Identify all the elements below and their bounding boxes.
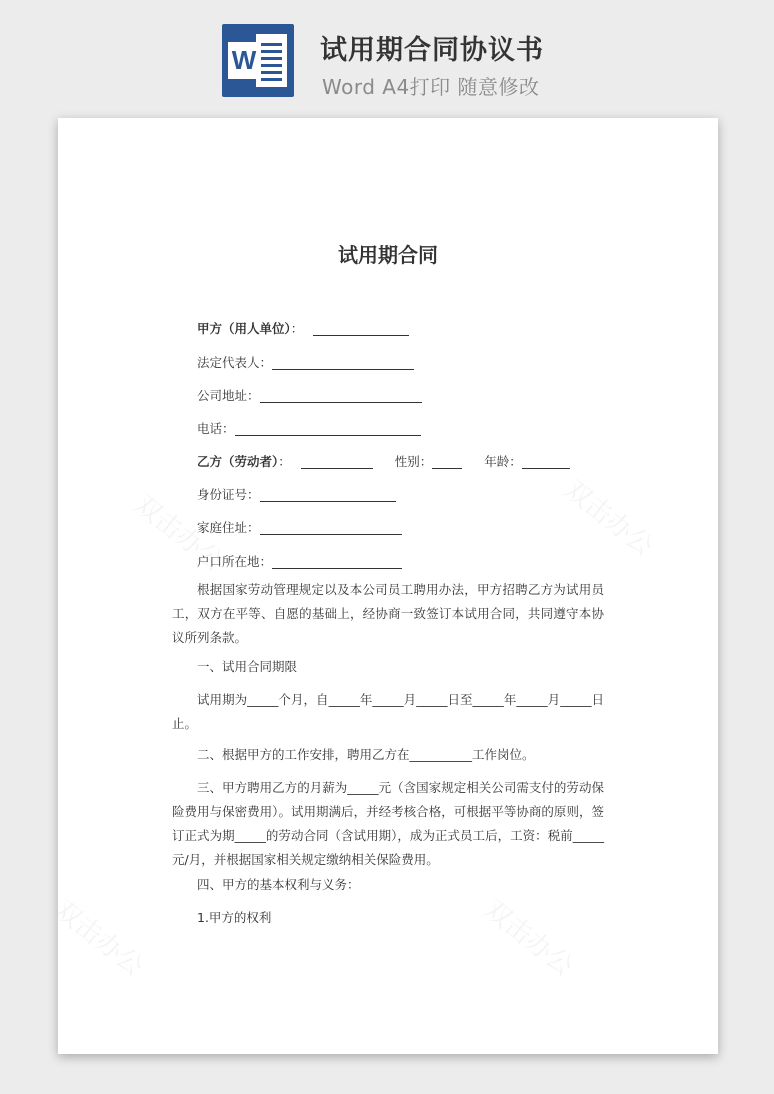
word-document-icon bbox=[222, 24, 294, 97]
watermark bbox=[478, 890, 583, 983]
id-number-label: 身份证号： bbox=[197, 487, 260, 502]
watermark bbox=[58, 890, 152, 983]
section-1-title: 一、试用合同期限 bbox=[197, 659, 298, 674]
party-a-label: 甲方（用人单位） bbox=[197, 321, 291, 336]
party-a-sep: ： bbox=[290, 321, 304, 336]
section-1-body: 试用期为_____个月，自_____年_____月_____日至_____年_____月_____日止。 bbox=[172, 692, 604, 731]
gender-blank[interactable] bbox=[432, 456, 462, 469]
phone-label: 电话： bbox=[197, 421, 235, 436]
document-title: 试用期合同 bbox=[338, 243, 438, 267]
party-b-name-blank[interactable] bbox=[301, 456, 373, 469]
legal-rep-label: 法定代表人： bbox=[197, 355, 273, 370]
document-page bbox=[58, 118, 718, 1054]
section-2: 二、根据甲方的工作安排，聘用乙方在__________工作岗位。 bbox=[197, 747, 535, 762]
section-3: 三、甲方聘用乙方的月薪为_____元（含国家规定相关公司需支付的劳动保险费用与保密费用）。试用期满后，并经考核合格，可根据平等协商的原则，签订正式为期_____的劳动合同（含试用期），成为正式员工后，工资：税前_____元/月，并根据国家相关规定缴纳相关保险费用。 bbox=[172, 780, 604, 867]
party-b-label: 乙方（劳动者） bbox=[197, 454, 279, 469]
hukou-label: 户口所在地： bbox=[197, 554, 273, 569]
age-label: 年龄： bbox=[484, 454, 522, 469]
company-address-blank[interactable] bbox=[260, 390, 422, 403]
id-number-line bbox=[197, 485, 396, 503]
intro-paragraph: 根据国家劳动管理规定以及本公司员工聘用办法，甲方招聘乙方为试用员工，双方在平等、自愿的基础上，经协商一致签订本试用合同，共同遵守本协议所列条款。 bbox=[172, 582, 604, 645]
home-address-label: 家庭住址： bbox=[197, 520, 260, 535]
legal-rep-line bbox=[197, 353, 414, 371]
hukou-line bbox=[197, 552, 402, 570]
word-letter: W bbox=[228, 42, 260, 79]
home-address-line bbox=[197, 518, 402, 536]
company-address-label: 公司地址： bbox=[197, 388, 260, 403]
party-b-line bbox=[197, 452, 570, 470]
age-blank[interactable] bbox=[522, 456, 570, 469]
watermark bbox=[558, 470, 663, 563]
hukou-blank[interactable] bbox=[272, 556, 402, 569]
legal-rep-blank[interactable] bbox=[272, 357, 414, 370]
section-4-title: 四、甲方的基本权利与义务： bbox=[197, 877, 360, 892]
id-number-blank[interactable] bbox=[260, 489, 396, 502]
section-4-1: 1.甲方的权利 bbox=[197, 910, 272, 925]
banner-title: 试用期合同协议书 bbox=[320, 35, 544, 66]
company-address-line bbox=[197, 386, 422, 404]
header-banner bbox=[0, 0, 774, 112]
home-address-blank[interactable] bbox=[260, 522, 402, 535]
party-b-sep: ： bbox=[278, 454, 291, 469]
phone-blank[interactable] bbox=[235, 423, 421, 436]
party-a-line bbox=[197, 319, 409, 337]
banner-subtitle: Word A4打印 随意修改 bbox=[322, 75, 540, 99]
party-a-blank[interactable] bbox=[313, 323, 409, 336]
gender-label: 性别： bbox=[394, 454, 433, 469]
phone-line bbox=[197, 419, 421, 437]
